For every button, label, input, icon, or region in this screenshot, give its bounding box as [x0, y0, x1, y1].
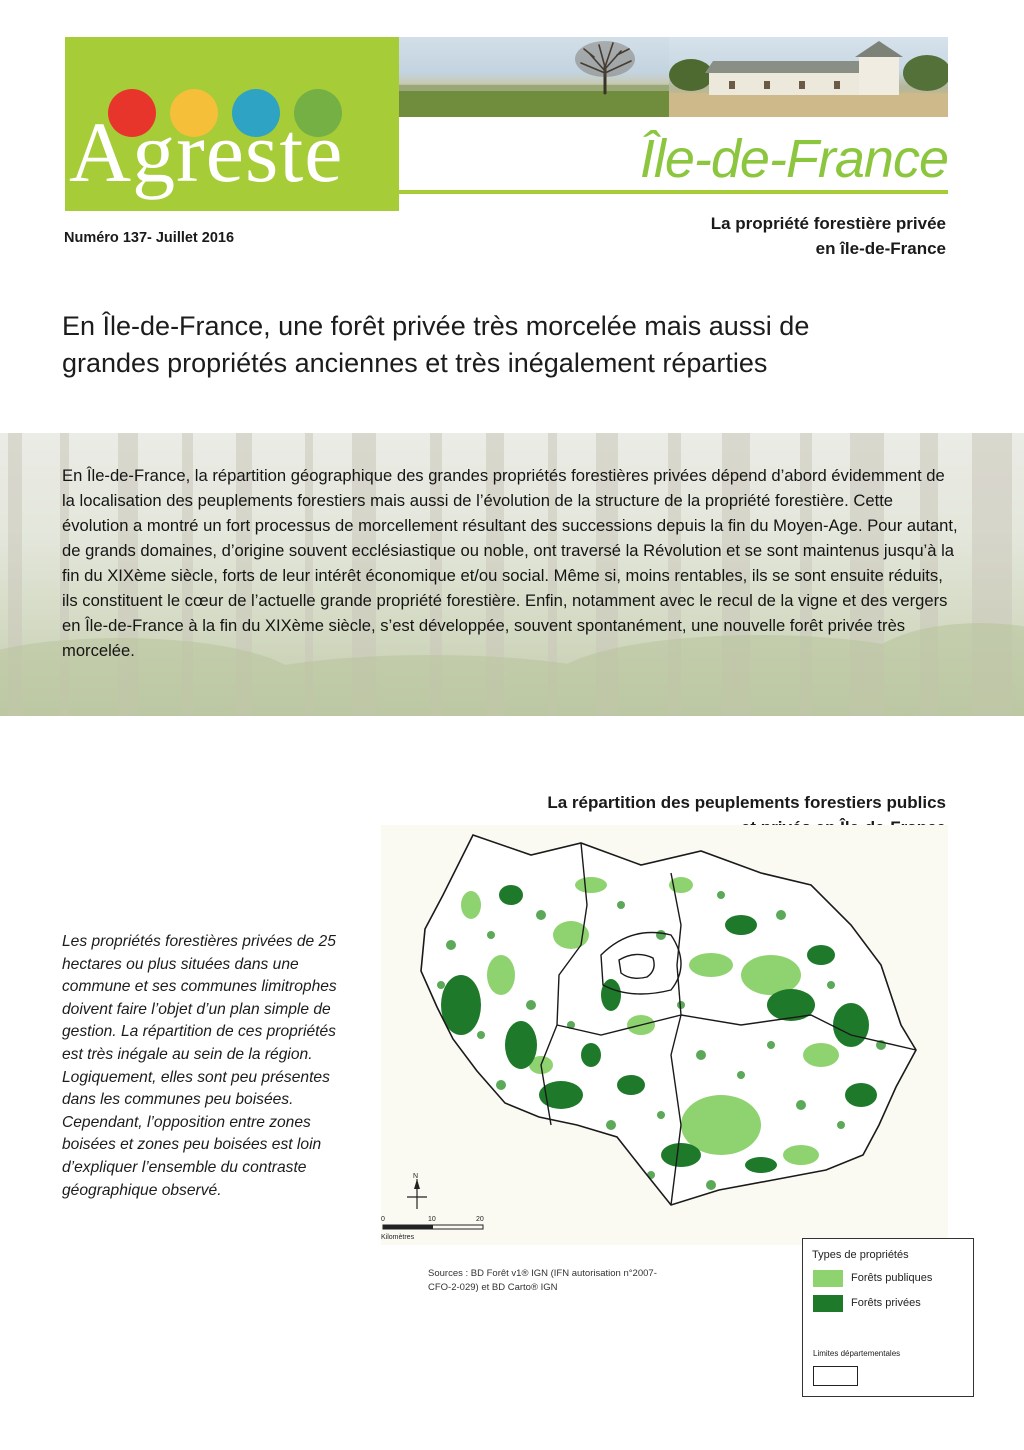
region-title: Île-de-France — [639, 129, 948, 189]
sources-line-1: Sources : BD Forêt v1® IGN (IFN autorisation n°2007- — [428, 1268, 657, 1279]
scale-tick-20: 20 — [476, 1216, 484, 1223]
map-title-line-1: La répartition des peuplements forestiers publics — [547, 793, 946, 812]
north-label: N — [413, 1173, 419, 1180]
scale-unit: Kilomètres — [381, 1234, 415, 1241]
legend-title: Types de propriétés — [812, 1249, 909, 1261]
map-sources — [428, 1267, 728, 1295]
map-legend — [802, 1238, 974, 1397]
headline-line-1: En Île-de-France, une forêt privée très morcelée mais aussi de — [62, 311, 810, 341]
scale-tick-10: 10 — [428, 1216, 436, 1223]
header-photo-tree — [399, 37, 669, 117]
side-paragraph: Les propriétés forestières privées de 25 hectares ou plus situées dans une commune et ses communes limitrophes doivent faire l’objet d’un plan simple de gestion. La répartition de ces propriétés est très inégale au sein de la région. Logiquement, elles sont peu présentes dans les communes peu boisées. Cependant, l’opposition entre zones boisées et zones peu boisées est loin d’expliquer l’ensemble du contraste géographique observé. — [62, 933, 337, 1199]
issue-number: Numéro 137- Juillet 2016 — [64, 230, 235, 246]
page-headline — [62, 308, 962, 382]
intro-paragraph: En Île-de-France, la répartition géographique des grandes propriétés forestières privées dépend d’abord évidemment de la localisation des peuplements forestiers mais aussi de l’évolution de la structure de la propriété forestière. Cette évolution a montré un fort processus de morcellement résultant des successions depuis la fin du Moyen-Age. Pour autant, de grands domaines, d’origine souvent ecclésiastique ou noble, ont traversé la Révolution et se sont maintenus jusqu’à la fin du XIXème siècle, forts de leur intérêt économique et/ou social. Même si, moins rentables, ils se sont ensuite réduits, ils constituent le cœur de l’actuelle grande propriété forestière. Enfin, notamment avec le recul de la vigne et des vergers en Île-de-France à la fin du XIXème siècle, s’est développée, souvent spontanément, une nouvelle forêt privée très morcelée. — [62, 466, 958, 660]
legend-label-private: Forêts privées — [851, 1297, 921, 1309]
subject-line-2: en île-de-France — [815, 239, 946, 258]
scale-tick-0: 0 — [381, 1216, 385, 1223]
header-divider — [399, 190, 948, 194]
headline-line-2: grandes propriétés anciennes et très inégalement réparties — [62, 348, 768, 378]
legend-swatch-private — [813, 1295, 843, 1312]
subject-line-1: La propriété forestière privée — [710, 214, 946, 233]
publication-subject — [560, 211, 946, 261]
legend-label-public: Forêts publiques — [851, 1272, 933, 1284]
legend-swatch-public — [813, 1270, 843, 1287]
agreste-logo — [65, 37, 399, 211]
legend-label-limits: Limites départementales — [813, 1349, 901, 1358]
north-arrow-icon — [407, 1179, 427, 1209]
legend-swatch-limits — [813, 1366, 858, 1386]
header-photo-farm — [669, 37, 948, 117]
logo-wordmark: Agreste — [69, 104, 344, 200]
sources-line-2: CFO-2-029) et BD Carto® IGN — [428, 1282, 558, 1293]
